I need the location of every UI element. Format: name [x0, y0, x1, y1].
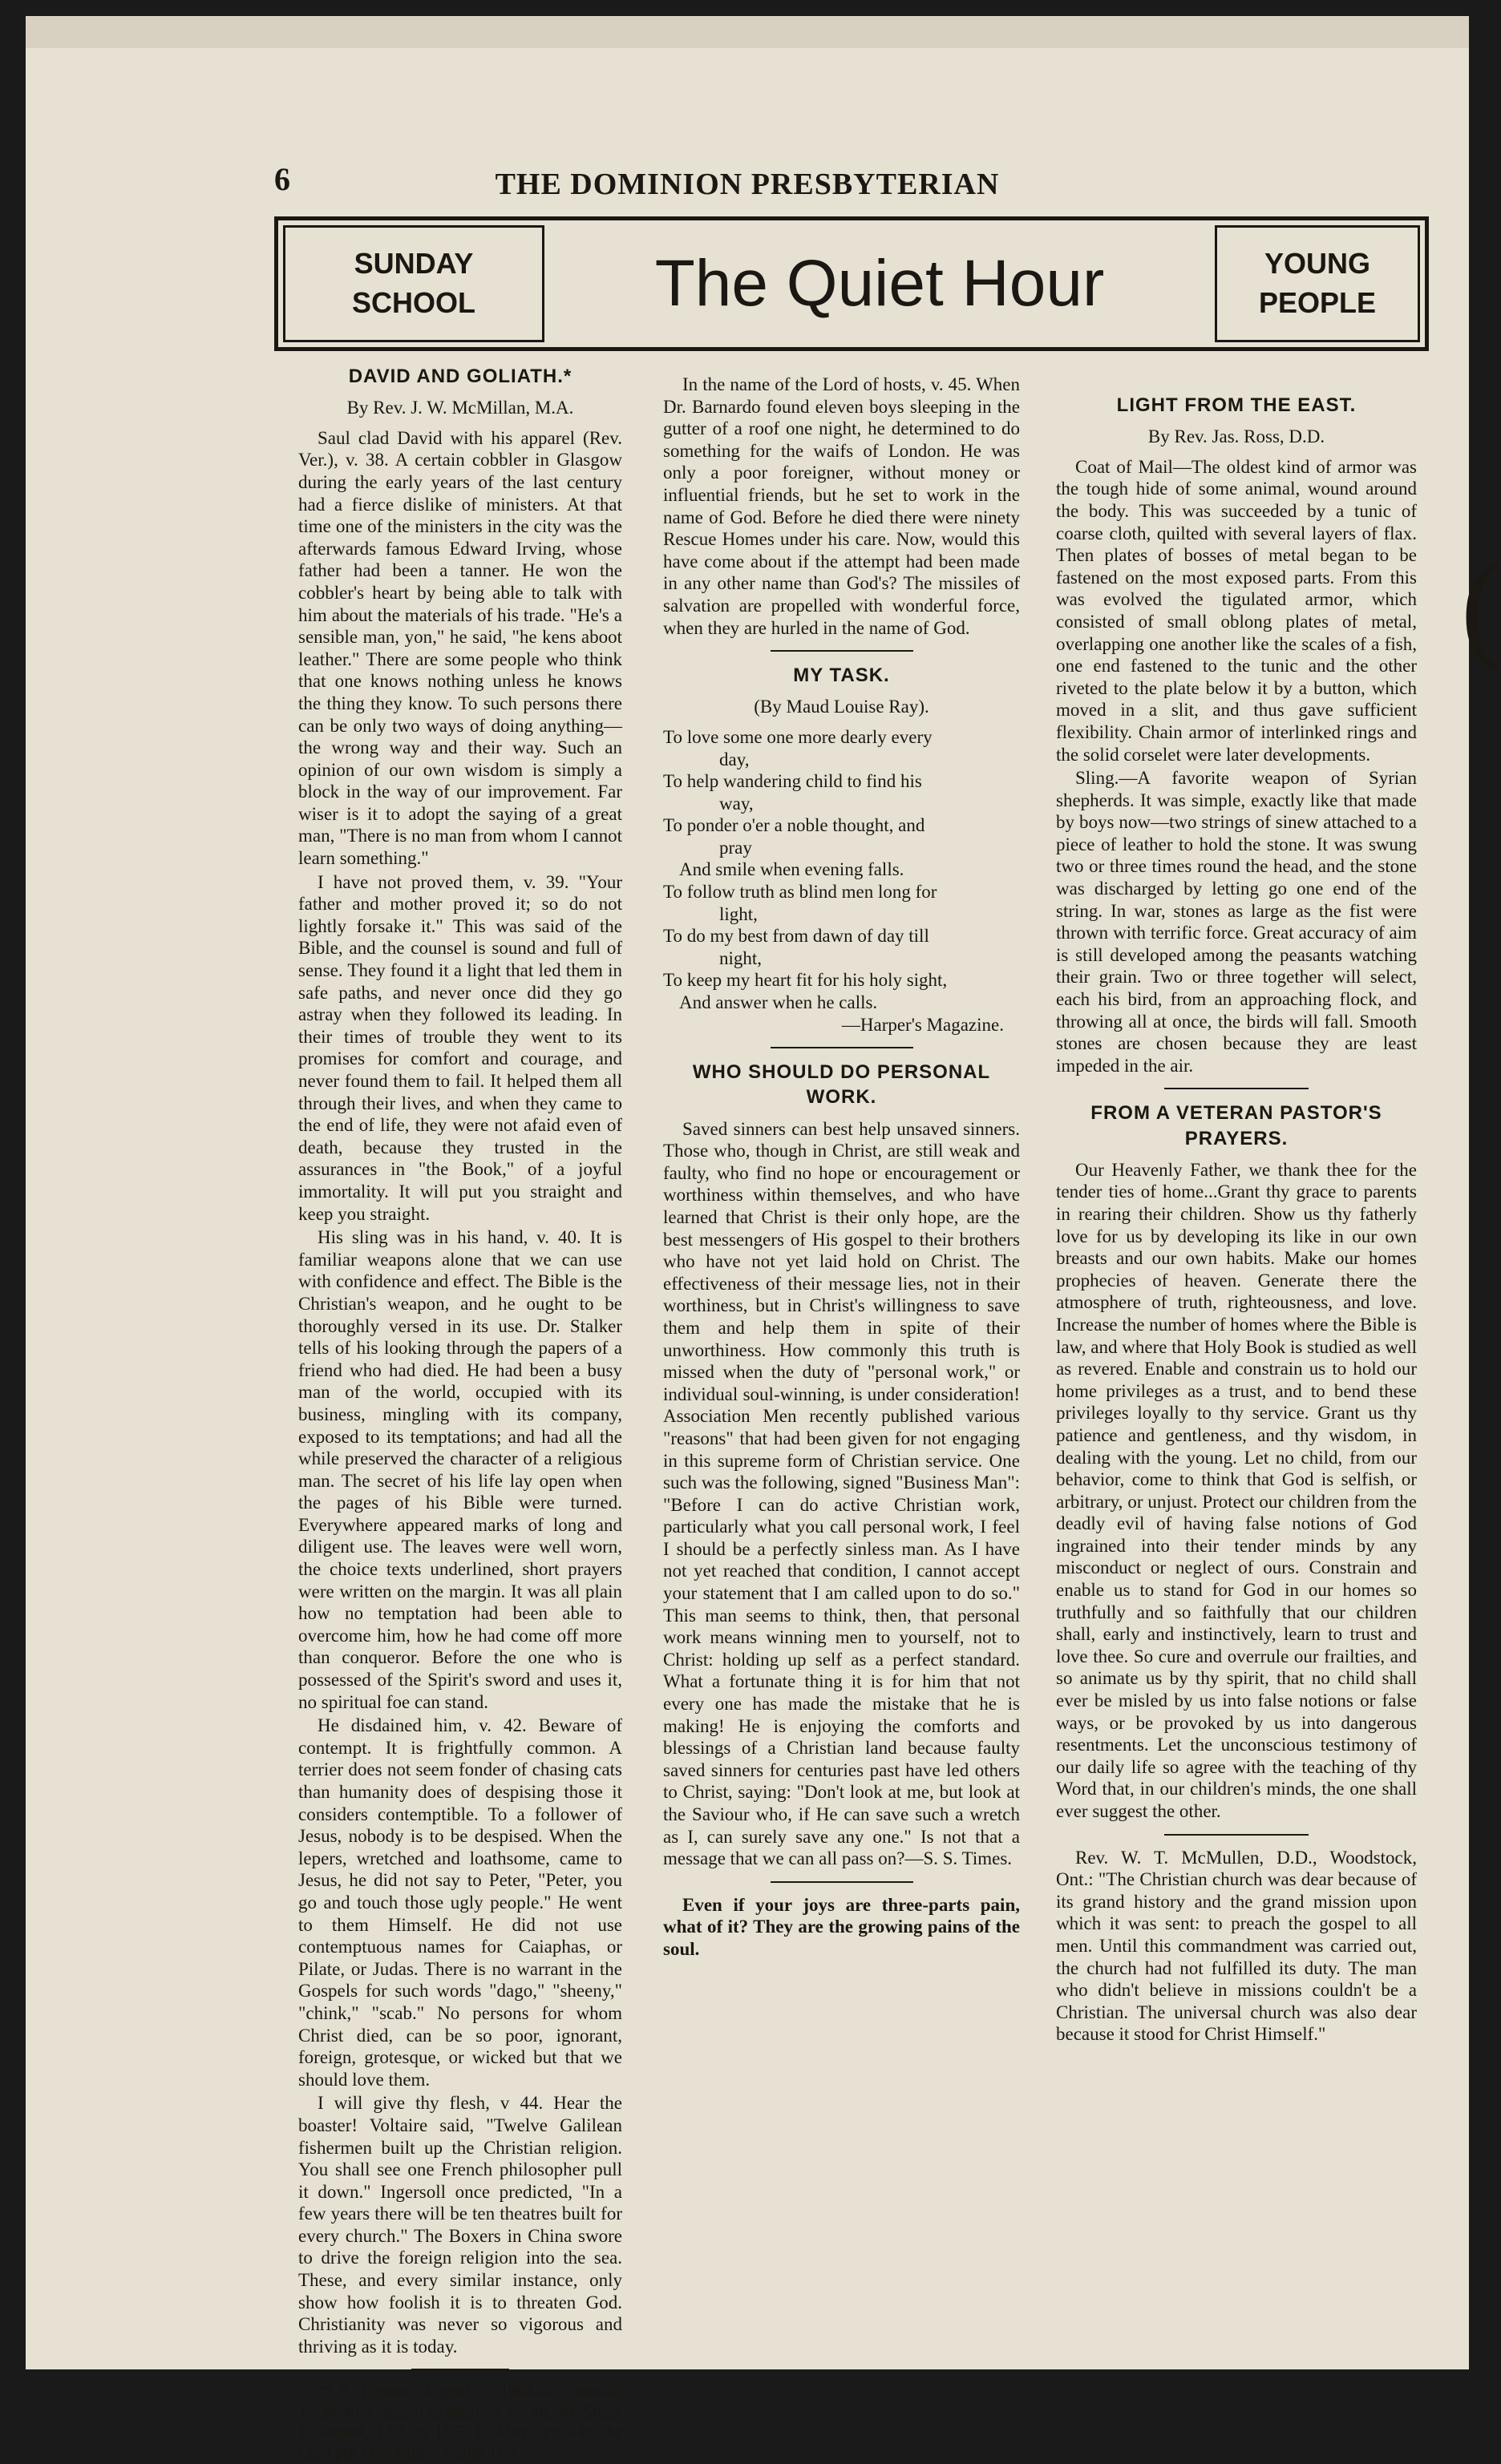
banner-right-line-2: PEOPLE	[1258, 286, 1377, 319]
banner-right-line-1: YOUNG	[1264, 247, 1370, 281]
light-paragraph-2: Sling.—A favorite weapon of Syrian shepherds. It was simple, exactly like that made by boys now—two strings of sinew attached to a piece of leather to hold the stone. It was swung two or three times round the head, and the stone was discharged by letting go one end of the string. In war, stones as large as the fist were thrown with terrific force. Great accuracy of aim is still developed among the peasants watching their grain. Two or three together will select, each his bird, from an approaching flock, and throwing all at once, the birds will fall. Smooth stones are chosen because they are least impeded in the air.	[1056, 768, 1417, 1076]
david-paragraph-1: Saul clad David with his apparel (Rev. Ver.), v. 38. A certain cobbler in Glasgow during the early years of the last century had a fierce dislike of ministers. At that time one of the ministers in the city was the afterwards famous Edward Irving, whose father had been a tanner. He won the cobbler's heart by being able to talk with him about the materials of his trade. "He's a sensible man, yon," he said, "he kens aboot leather." There are some people who think that one knows nothing unless he knows the thing they know. To such persons there can be only two ways of doing anything—the wrong way and their way. Such an opinion of our own wisdom is simply a block in the way of our improvement. Far wiser is it to adopt the saying of a great man, "There is no man from whom I cannot learn something."	[298, 427, 622, 869]
personal-work-paragraph: Saved sinners can best help unsaved sinners. Those who, though in Christ, are still weak and faulty, who find no hope or encouragement or worthiness within themselves, and who have learned that Christ is their only hope, are the best messengers of His gospel to their brothers who have not yet laid hold on Christ. The effectiveness of their message lies, not in their worthiness, but in Christ's willingness to save them and help them in spite of their unworthiness. How commonly this truth is missed when the duty of "personal work," or individual soul-winning, is under consideration! Association Men recently published various "reasons" that had been given for not engaging in this supreme form of Christian service. One such was the following, signed "Business Man": "Before I can do active Christian work, particularly what you call personal work, I feel I should be a perfectly sinless man. As I have not yet reached that condition, I cannot accept your statement that I am called upon to do so." This man seems to think, then, that personal work means winning men to yourself, not to Christ: holding up self as a perfect standard. What a fortunate thing it is for him that not every one has made the mistake that he is making! He is enjoying the comforts and blessings of a Christian land because faulty saved sinners for centuries past have led others to Christ, saying: "Don't look at me, but look at the Saviour who, if He can save such a wretch as I, can surely save any one." Is not that a message that we can all pass on?—S. S. Times.	[663, 1118, 1020, 1869]
page-top-edge	[26, 16, 1469, 48]
growing-pains-closing: Even if your joys are three-parts pain, what of it? They are the growing pains of the soul.	[663, 1894, 1020, 1959]
divider-rule	[771, 650, 913, 652]
david-paragraph-4: He disdained him, v. 42. Beware of contempt. It is frightfully common. A terrier does not seem fonder of chasing cats than humanity does of despising those it considers contemptible. To a follower of Jesus, nobody is to be despised. When the lepers, wretched and loathsome, came to Jesus, he did not say to Peter, "Peter, you go and touch those ugly people." He went to them Himself. He did not use contemptuous names for Caiaphas, or Pilate, or Judas. There is no warrant in the Gospels for such words "dago," "sheeny," "chink," "scab." No persons for whom Christ died, can be so poor, ignorant, foreign, grotesque, or wicked but that we should love them.	[298, 1715, 622, 2090]
margin-bracket-mark: (	[1461, 539, 1501, 673]
column-3	[1056, 390, 1417, 2047]
divider-rule	[771, 1047, 913, 1048]
quiet-hour-banner	[274, 216, 1429, 351]
poem-line: To ponder o'er a noble thought, and	[663, 815, 925, 836]
poem-line: pray	[719, 837, 752, 858]
sunday-school-box	[283, 225, 544, 342]
pastor-prayers-paragraph: Our Heavenly Father, we thank thee for the tender ties of home...Grant thy grace to parents in rearing their children. Show us thy fatherly love for us by developing its like in our own breasts and our own habits. Make our homes prophecies of heaven. Generate there the atmosphere of truth, righteousness, and love. Increase the number of homes where the Bible is law, and where that Holy Book is studied as well as revered. Enable and constrain us to hold our home privileges as a trust, and to bend these privileges loyally to thy service. Grant us thy patience and gentleness, and thy wisdom, in dealing with the young. Let no child, from our behavior, come to think that God is selfish, or arbitrary, or unjust. Protect our children from the deadly evil of having false notions of God ingrained into their tender minds by any misconduct or neglect of ours. Constrain and enable us to stand for God in our homes so truthfully and so faithfully that our children shall, early and instinctively, learn to trust and love thee. So cure and overrule our frailties, and so animate us by thy spirit, that no child shall ever be misled by us into false notions or false ways, or be provoked by us into dangerous resentments. Let the unconscious testimony of our daily life so agree with the teaching of thy Word that, in our children's minds, the one shall ever suggest the other.	[1056, 1159, 1417, 1821]
column-1	[298, 361, 622, 2464]
page-number: 6	[274, 161, 290, 197]
my-task-byline: (By Maud Louise Ray).	[754, 697, 929, 717]
young-people-box	[1215, 225, 1420, 342]
david-paragraph-5: I will give thy flesh, v 44. Hear the boaster! Voltaire said, "Twelve Galilean fishermen built up the Christian religion. You shall see one French philosopher pull it down." Ingersoll once predicted, "In a few years there will be ten theatres built for every church." The Boxers in China swore to drive the foreign religion into the sea. These, and every similar instance, only show how foolish it is to threaten God. Christianity was never so vigorous and thriving as it is today.	[298, 2093, 622, 2357]
divider-rule	[1164, 1834, 1309, 1836]
poem-line: And smile when evening falls.	[679, 859, 904, 880]
poem-line: way,	[719, 793, 754, 814]
light-east-byline: By Rev. Jas. Ross, D.D.	[1147, 426, 1325, 447]
david-paragraph-2: I have not proved them, v. 39. "Your father and mother proved it; so do not lightly forsake it." This was said of the Bible, and the counsel is sound and full of sense. They found it a light that led them in safe paths, and never once did they go astray when they followed its leading. In their times of trouble they went to its promises for comfort and courage, and never found them to fail. It helped them all through their lives, and when they came to the end of life, they were not afaid even of death, because they trusted in the assurances in "the Book," of a joyful immortality. It will put you straight and keep you straight.	[298, 871, 622, 1224]
david-goliath-byline: By Rev. J. W. McMillan, M.A.	[346, 398, 574, 418]
newspaper-page	[26, 16, 1501, 2462]
divider-rule	[771, 1881, 913, 1883]
poem-line: day,	[719, 749, 750, 769]
poem-line: To do my best from dawn of day till	[663, 926, 929, 947]
light-paragraph-1: Coat of Mail—The oldest kind of armor was the tough hide of some animal, wound around the body. This was succeeded by a tunic of coarse cloth, quilted with several layers of flax. Then plates of bosses of metal began to be fastened on the most exposed parts. From this was evolved the tigulated armor, which consisted of small oblong plates of metal, overlapping one another like the scales of a fish, one end fastened to the tunic and the other riveted to the plate below it by a button, which moved in a slit, and thus gave sufficient flexibility. Chain armor of interlinked rings and the solid corselet were later developments.	[1056, 456, 1417, 765]
pastor-prayers-title: FROM A VETERAN PASTOR'S PRAYERS.	[1090, 1102, 1382, 1149]
my-task-poem	[663, 726, 1020, 1036]
footnote-rule	[411, 2369, 508, 2370]
banner-title: The Quiet Hour	[654, 247, 1105, 320]
divider-rule	[1164, 1088, 1309, 1089]
poem-line: night,	[719, 947, 763, 968]
light-east-title: LIGHT FROM THE EAST.	[1116, 394, 1357, 416]
banner-left-line-2: SCHOOL	[351, 286, 475, 319]
banner-left-line-1: SUNDAY	[354, 247, 474, 281]
poem-line: And answer when he calls.	[679, 992, 878, 1013]
poem-line: To keep my heart fit for his holy sight,	[663, 970, 948, 991]
personal-work-title: WHO SHOULD DO PERSONAL WORK.	[692, 1061, 991, 1109]
footnote-text: *S.S. Lesson, August 9, 1908—1 Samuel, 17:38-49. Commit to memory vs. 48, 49. Study 1 Samuel, 17:1 to 18:5. Golden Text—In the Lord put I my trust—Psalm 11:1.	[298, 2381, 622, 2462]
poem-line: To help wandering child to find his	[663, 771, 922, 792]
david-paragraph-6: In the name of the Lord of hosts, v. 45. When Dr. Barnardo found eleven boys sleeping in the gutter of a roof one night, he determined to do something for the waifs of London. He was only a poor foreigner, without money or influential friends, but he set to work in the name of God. Before he died there were ninety Rescue Homes under his care. Now, would this have come about if the attempt had been made in any other name than God's? The missiles of salvation are propelled with wonderful force, when they are hurled in the name of God.	[663, 374, 1020, 638]
running-title: THE DOMINION PRESBYTERIAN	[495, 168, 1000, 201]
my-task-title: MY TASK.	[793, 664, 890, 687]
poem-line: light,	[719, 903, 758, 924]
poem-line: To love some one more dearly every	[663, 726, 933, 747]
poem-line: To follow truth as blind men long for	[663, 882, 937, 903]
david-paragraph-3: His sling was in his hand, v. 40. It is familiar weapons alone that we can use with confidence and effect. The Bible is the Christian's weapon, and he ought to be thoroughly versed in its use. Dr. Stalker tells of his looking through the papers of a friend who had died. He had been a busy man of the world, occupied with its business, mingling with its company, exposed to its temptations; and had all the while preserved the character of a religious man. The secret of his life lay open when the pages of his Bible were turned. Everywhere appeared marks of long and diligent use. The leaves were well worn, the choice texts underlined, short prayers were written on the margin. It was all plain how no temptation had been able to overcome him, how he had come off more than conqueror. Before the one who is possessed of the Spirit's sword and uses it, no spiritual foe can stand.	[298, 1227, 622, 1712]
poem-source: —Harper's Magazine.	[841, 1014, 1004, 1035]
mcmullen-paragraph: Rev. W. T. McMullen, D.D., Woodstock, Ont.: "The Christian church was dear because of its grand history and the grand mission upon which it was sent: to preach the gospel to all men. Until this commandment was carried out, the church had not fulfilled its duty. The man who didn't believe in missions couldn't be a Christian. The universal church was also dear because it stood for Christ Himself."	[1056, 1847, 1417, 2045]
column-2	[663, 374, 1020, 1962]
lesson-footnote	[298, 2381, 622, 2462]
david-goliath-title: DAVID AND GOLIATH.*	[348, 366, 572, 387]
